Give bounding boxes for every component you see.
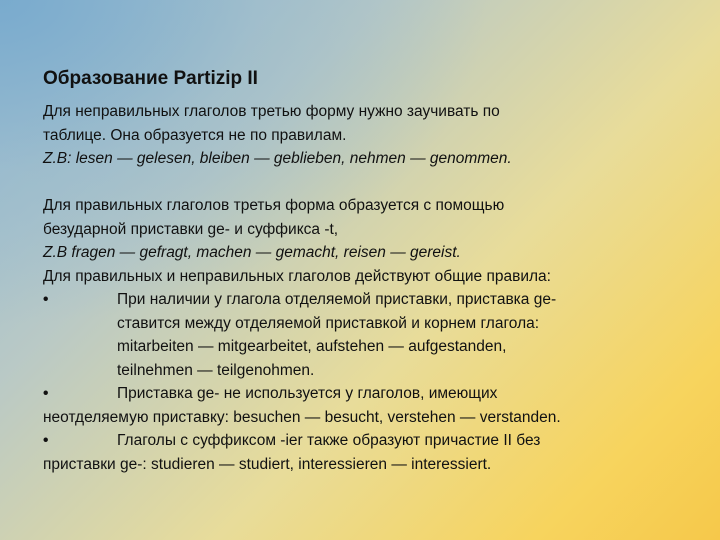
bullet-2-text: Приставка ge- не используется у глаголов, имеющих — [117, 385, 498, 402]
bullet-1-line-2: ставится между отделяемой приставкой и корнем глагола: — [117, 314, 540, 332]
slide-title: Образование Partizip II — [43, 68, 258, 89]
bullet-1-line-1: При наличии у глагола отделяемой приставки, приставка ge- — [117, 291, 557, 308]
spacer — [43, 171, 683, 195]
bullet-icon: • — [43, 432, 49, 449]
bullet-item-3 — [43, 429, 683, 476]
para2-line1: Для правильных глаголов третья форма образуется с помощью — [43, 197, 505, 214]
bullet-icon: • — [43, 291, 49, 308]
para2-line2: безударной приставки ge- и суффикса -t, — [43, 220, 339, 238]
bullet-2-rest: неотделяемую приставку: besuchen — besucht, verstehen — verstanden. — [43, 408, 561, 426]
bullet-item-2 — [43, 382, 683, 429]
bullet-3-first-line — [43, 429, 683, 453]
para1-line1: Для неправильных глаголов третью форму нужно заучивать по — [43, 103, 500, 120]
para2-example: Z.B fragen — gefragt, machen — gemacht, reisen — gereist. — [43, 244, 461, 261]
bullet-3-rest: приставки ge-: studieren — studiert, interessieren — interessiert. — [43, 455, 492, 473]
bullet-1-line-4: teilnehmen — teilgenohmen. — [117, 361, 315, 379]
bullet-item-1 — [43, 288, 683, 382]
slide-content — [43, 66, 683, 476]
para1-line2: таблице. Она образуется не по правилам. — [43, 126, 347, 144]
bullet-icon: • — [43, 385, 49, 402]
bullet-2-first-line — [43, 382, 683, 406]
bullet-3-text: Глаголы с суффиксом -ier также образуют причастие II без — [117, 432, 541, 449]
rules-intro: Для правильных и неправильных глаголов действуют общие правила: — [43, 267, 551, 285]
bullet-1-line-3: mitarbeiten — mitgearbeitet, aufstehen — aufgestanden, — [117, 338, 507, 355]
para1-example: Z.B: lesen — gelesen, bleiben — geblieben, nehmen — genommen. — [43, 150, 512, 167]
